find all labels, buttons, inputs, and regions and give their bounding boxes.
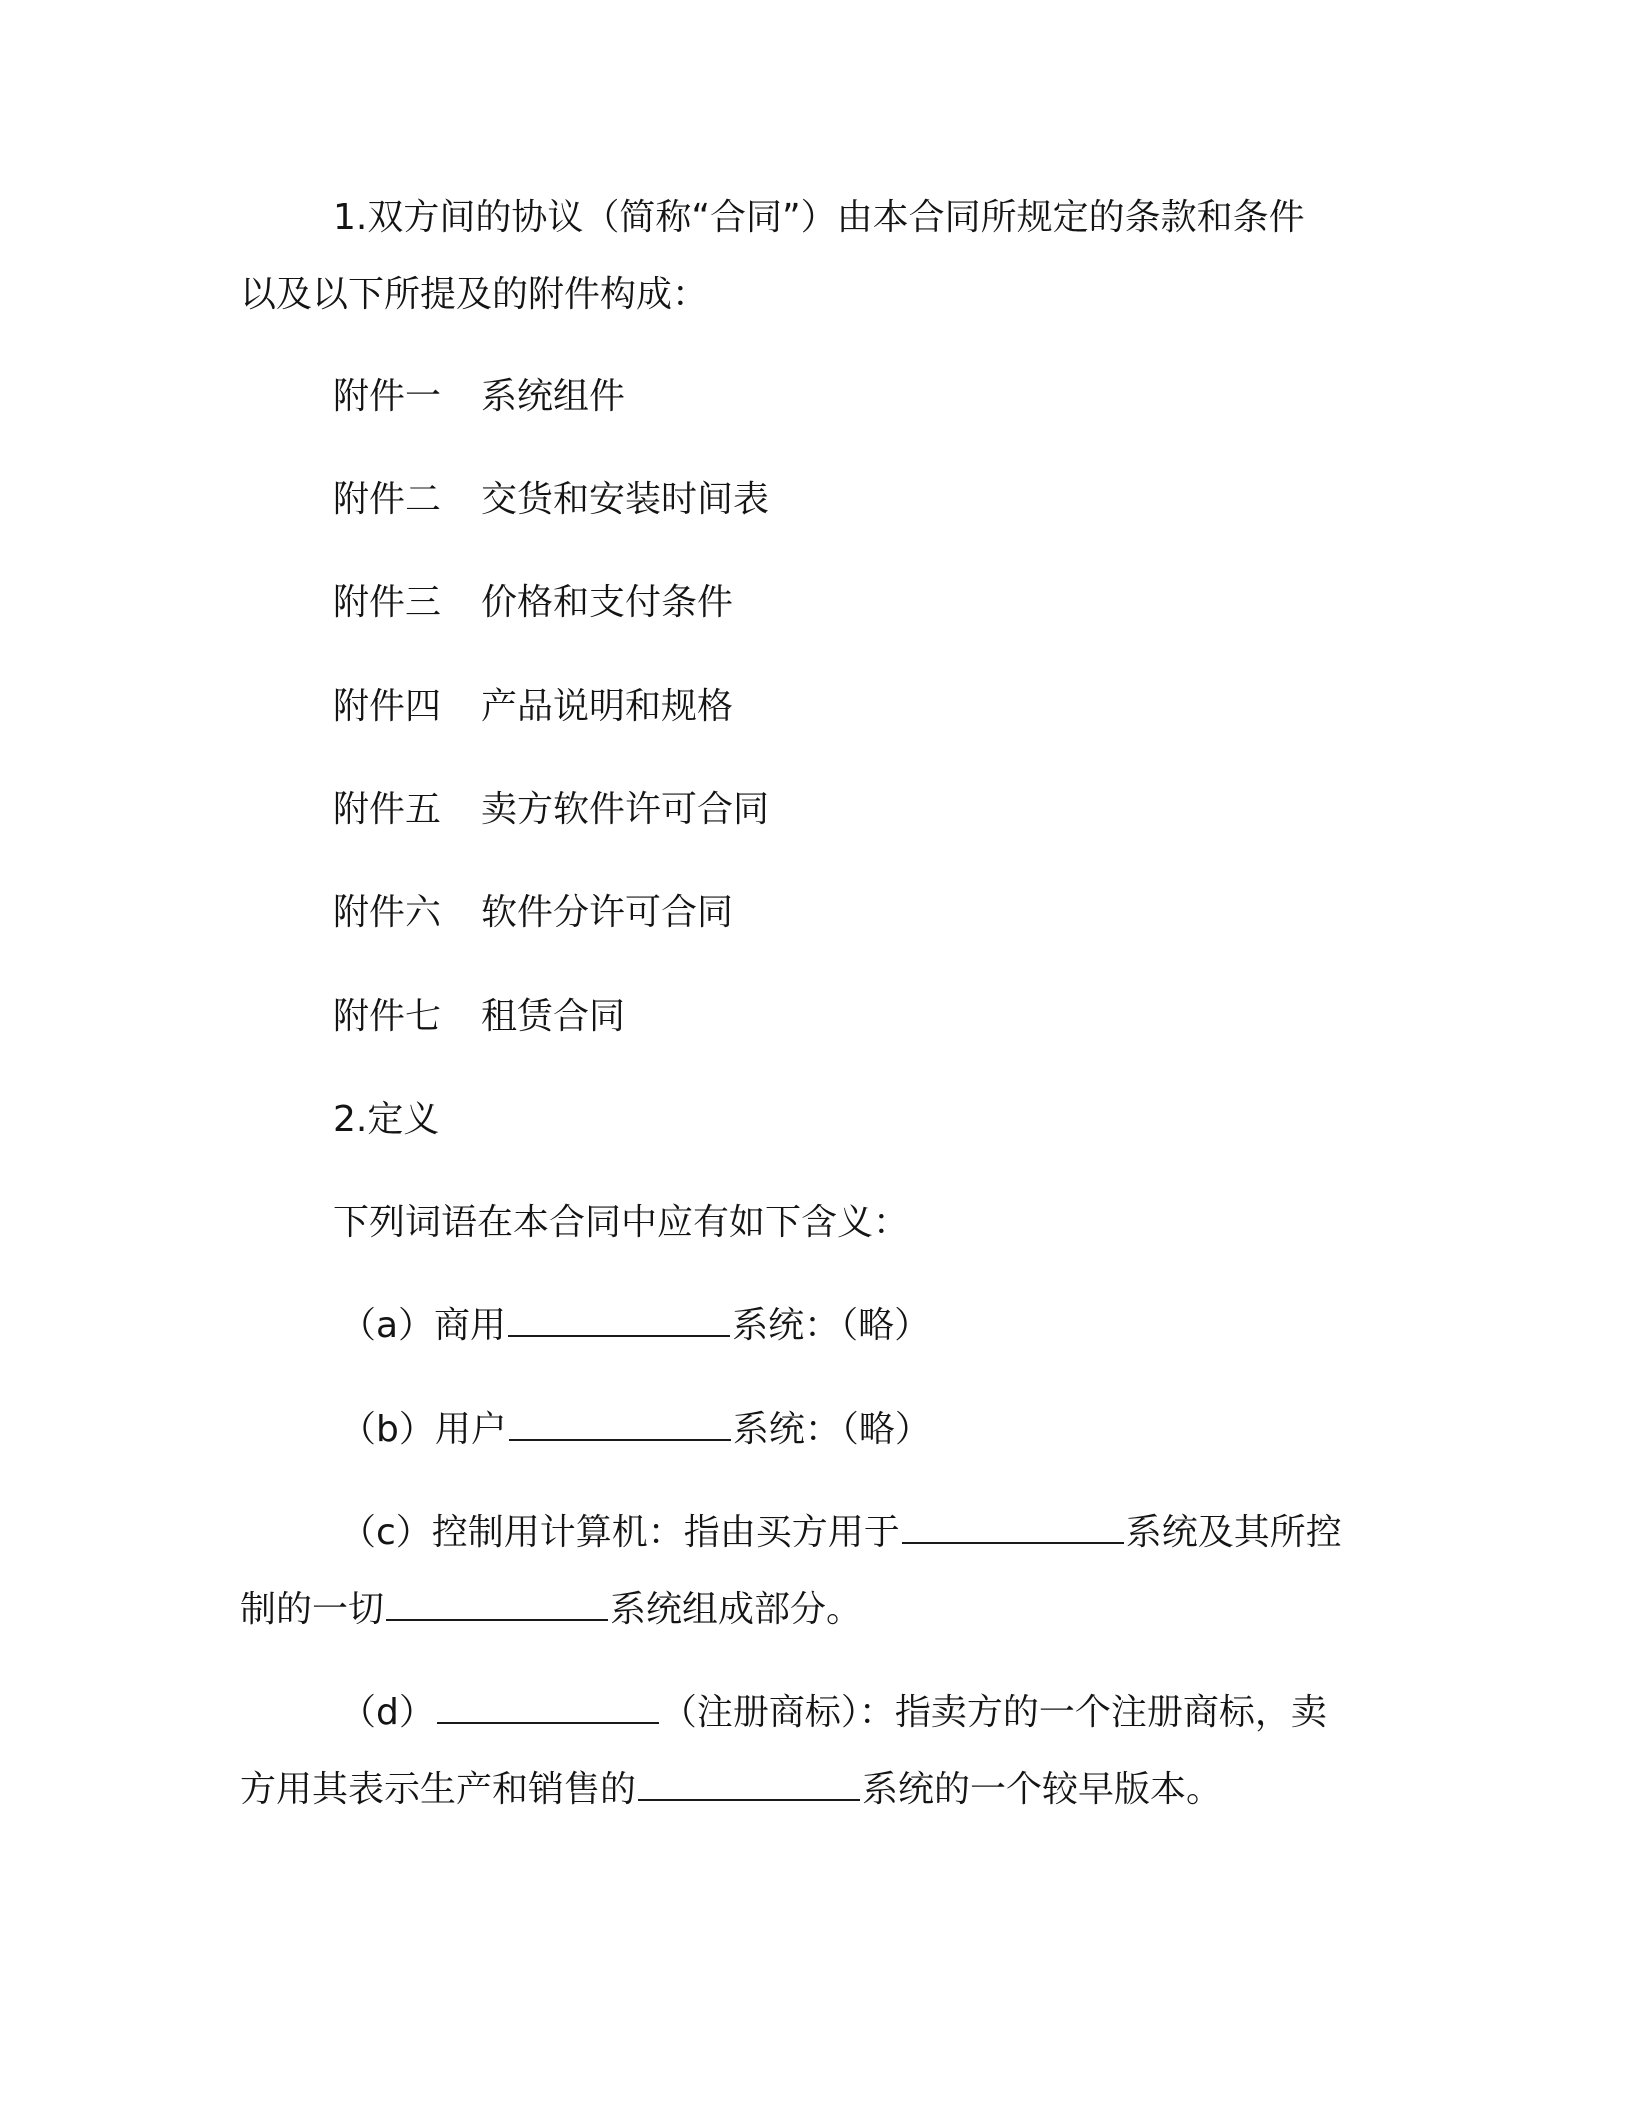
fill-in-blank bbox=[509, 1411, 731, 1441]
definition-c-line2-suffix: 系统组成部分。 bbox=[610, 1589, 863, 1630]
annex-title: 价格和支付条件 bbox=[481, 582, 734, 623]
definition-d-line2 bbox=[240, 1768, 1222, 1812]
fill-in-blank bbox=[386, 1591, 608, 1621]
annex-title: 系统组件 bbox=[481, 376, 626, 417]
annex-item bbox=[333, 685, 733, 729]
fill-in-blank bbox=[638, 1771, 860, 1801]
clause1-line2: 以及以下所提及的附件构成： bbox=[240, 274, 709, 315]
annex-title: 卖方软件许可合同 bbox=[481, 789, 770, 830]
definition-d-line1 bbox=[340, 1691, 1327, 1735]
annex-label: 附件七 bbox=[333, 996, 442, 1037]
annex-label: 附件一 bbox=[333, 376, 442, 417]
definition-d-prefix: （d） bbox=[340, 1692, 435, 1733]
fill-in-blank bbox=[508, 1307, 730, 1337]
definition-d-suffix: （注册商标）：指卖方的一个注册商标，卖 bbox=[660, 1692, 1327, 1733]
annex-item bbox=[333, 581, 733, 625]
annex-item bbox=[333, 891, 733, 935]
annex-item bbox=[333, 375, 625, 419]
annex-item bbox=[333, 995, 625, 1039]
clause1-line1: 1.双方间的协议（简称“合同”）由本合同所规定的条款和条件 bbox=[333, 197, 1305, 238]
annex-title: 交货和安装时间表 bbox=[481, 479, 770, 520]
annex-label: 附件六 bbox=[333, 892, 442, 933]
definition-b bbox=[340, 1408, 931, 1452]
annex-label: 附件四 bbox=[333, 686, 442, 727]
definition-a-prefix: （a）商用 bbox=[340, 1305, 507, 1346]
definition-a-suffix: 系统：（略） bbox=[732, 1305, 931, 1346]
definition-c-prefix: （c）控制用计算机：指由买方用于 bbox=[340, 1512, 900, 1553]
annex-item bbox=[333, 788, 769, 832]
clause2-heading: 2.定义 bbox=[333, 1099, 440, 1140]
annex-label: 附件三 bbox=[333, 582, 442, 623]
annex-label: 附件五 bbox=[333, 789, 442, 830]
definition-b-suffix: 系统：（略） bbox=[732, 1409, 931, 1450]
definition-d-line2-suffix: 系统的一个较早版本。 bbox=[862, 1769, 1223, 1810]
clause2-intro: 下列词语在本合同中应有如下含义： bbox=[333, 1202, 910, 1243]
definition-d-line2-prefix: 方用其表示生产和销售的 bbox=[240, 1769, 637, 1810]
definition-c-line2 bbox=[240, 1588, 862, 1632]
definition-c-line2-prefix: 制的一切 bbox=[240, 1589, 385, 1630]
definition-c-line1 bbox=[340, 1511, 1342, 1555]
annex-title: 软件分许可合同 bbox=[481, 892, 734, 933]
definition-c-suffix: 系统及其所控 bbox=[1125, 1512, 1342, 1553]
fill-in-blank bbox=[902, 1514, 1124, 1544]
annex-title: 产品说明和规格 bbox=[481, 686, 734, 727]
definition-b-prefix: （b）用户 bbox=[340, 1409, 507, 1450]
annex-label: 附件二 bbox=[333, 479, 442, 520]
annex-title: 租赁合同 bbox=[481, 996, 626, 1037]
fill-in-blank bbox=[437, 1694, 659, 1724]
annex-item bbox=[333, 478, 769, 522]
definition-a bbox=[340, 1304, 930, 1348]
